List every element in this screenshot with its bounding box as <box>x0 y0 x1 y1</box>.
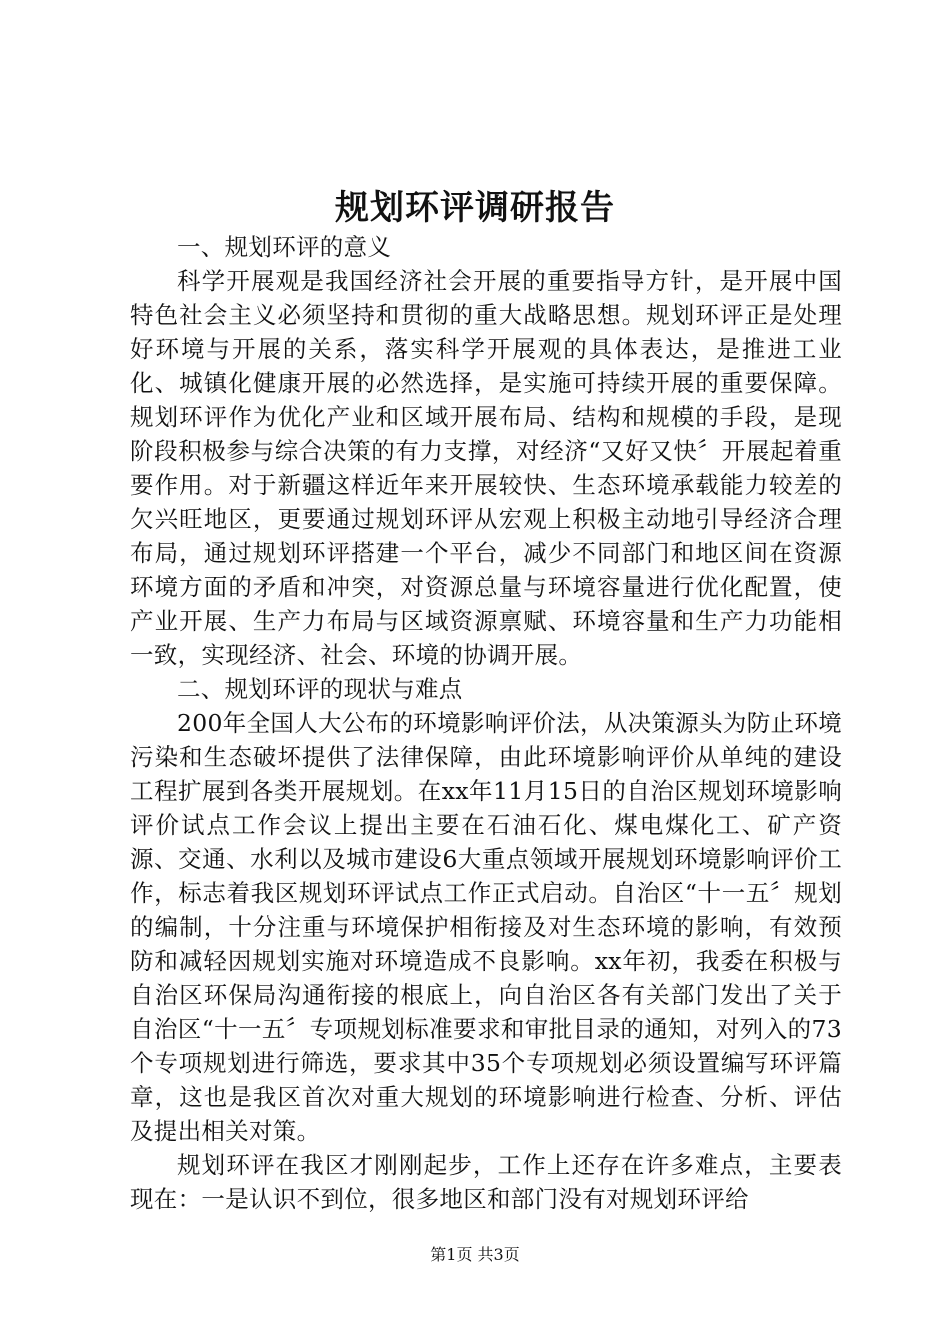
document-body <box>130 230 842 1216</box>
paragraph-2: 200年全国人大公布的环境影响评价法，从决策源头为防止环境污染和生态破坏提供了法律保障，由此环境影响评价从单纯的建设工程扩展到各类开展规划。在xx年11月15日的自治区规划环境影响评价试点工作会议上提出主要在石油石化、煤电煤化工、矿产资源、交通、水利以及城市建设6大重点领域开展规划环境影响评价工作，标志着我区规划环评试点工作正式启动。自治区“十一五〞规划的编制，十分注重与环境保护相衔接及对生态环境的影响，有效预防和减轻因规划实施对环境造成不良影响。xx年初，我委在积极与自治区环保局沟通衔接的根底上，向自治区各有关部门发出了关于自治区“十一五〞专项规划标准要求和审批目录的通知，对列入的73个专项规划进行筛选，要求其中35个专项规划必须设置编写环评篇章，这也是我区首次对重大规划的环境影响进行检查、分析、评估及提出相关对策。 <box>130 709 842 1145</box>
paragraph-3: 规划环评在我区才刚刚起步，工作上还存在许多难点，主要表现在：一是认识不到位，很多地区和部门没有对规划环评给 <box>130 1151 842 1213</box>
section-heading-1: 一、规划环评的意义 <box>177 233 392 261</box>
section-heading-2: 二、规划环评的现状与难点 <box>177 675 463 703</box>
page-footer: 第1页 共3页 <box>430 1245 520 1264</box>
paragraph-1: 科学开展观是我国经济社会开展的重要指导方针，是开展中国特色社会主义必须坚持和贯彻的重大战略思想。规划环评正是处理好环境与开展的关系，落实科学开展观的具体表达，是推进工业化、城镇化健康开展的必然选择，是实施可持续开展的重要保障。规划环评作为优化产业和区域开展布局、结构和规模的手段，是现阶段积极参与综合决策的有力支撑，对经济“又好又快〞开展起着重要作用。对于新疆这样近年来开展较快、生态环境承载能力较差的欠兴旺地区，更要通过规划环评从宏观上积极主动地引导经济合理布局，通过规划环评搭建一个平台，减少不同部门和地区间在资源环境方面的矛盾和冲突，对资源总量与环境容量进行优化配置，使产业开展、生产力布局与区域资源禀赋、环境容量和生产力功能相一致，实现经济、社会、环境的协调开展。 <box>130 267 842 669</box>
document-title: 规划环评调研报告 <box>335 188 615 228</box>
